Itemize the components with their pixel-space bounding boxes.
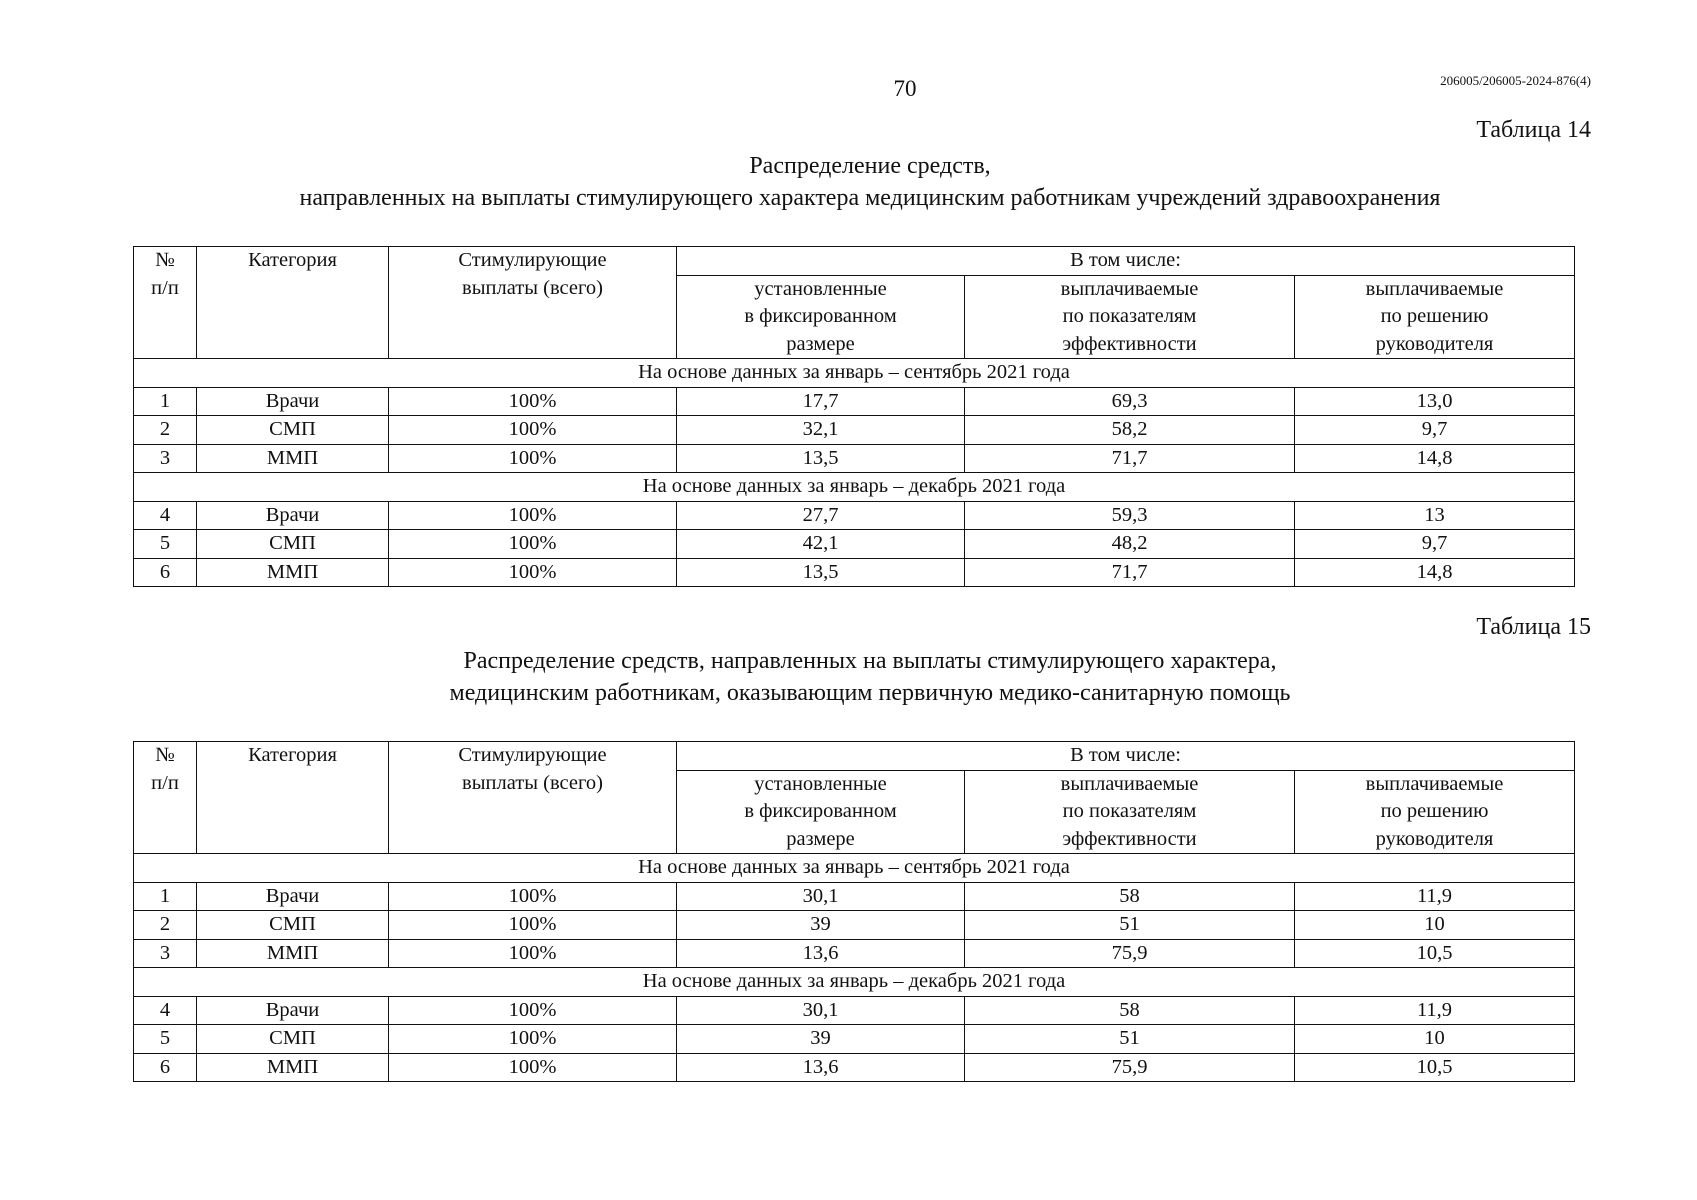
table-title-line: медицинским работникам, оказывающим первичную медико-санитарную помощь: [449, 680, 1291, 706]
cell-fixed: 13,5: [677, 558, 965, 587]
header-group: В том числе:: [677, 742, 1575, 771]
cell-fixed: 13,6: [677, 939, 965, 968]
table-row: [134, 387, 1575, 416]
cell-num: 2: [134, 416, 197, 445]
data-table: [133, 741, 1575, 1082]
cell-fixed: 30,1: [677, 996, 965, 1025]
cell-fixed: 42,1: [677, 530, 965, 559]
table-title-line: Распределение средств, направленных на выплаты стимулирующего характера,: [463, 648, 1277, 674]
cell-fixed: 39: [677, 1025, 965, 1054]
cell-total: 100%: [389, 444, 677, 473]
cell-category: Врачи: [197, 387, 389, 416]
table-row: [134, 444, 1575, 473]
cell-manager: 9,7: [1295, 530, 1575, 559]
cell-fixed: 13,6: [677, 1053, 965, 1082]
cell-num: 4: [134, 501, 197, 530]
table-title: [0, 150, 1697, 214]
header-performance: выплачиваемые по показателям эффективности: [965, 275, 1295, 359]
page-number: 70: [893, 76, 917, 101]
header-fixed: установленные в фиксированном размере: [677, 770, 965, 854]
data-table: [133, 246, 1575, 587]
table-caption: Таблица 14: [1476, 117, 1591, 143]
table-row: [134, 996, 1575, 1025]
table-row: [134, 1025, 1575, 1054]
table-title-line: направленных на выплаты стимулирующего характера медицинским работникам учреждений здравоохранения: [299, 185, 1441, 211]
cell-total: 100%: [389, 882, 677, 911]
table-header: [134, 247, 1575, 359]
cell-num: 5: [134, 530, 197, 559]
section-row: [134, 968, 1575, 997]
table-body: [134, 359, 1575, 587]
header-performance: выплачиваемые по показателям эффективности: [965, 770, 1295, 854]
cell-performance: 71,7: [965, 558, 1295, 587]
section-row: [134, 359, 1575, 388]
cell-num: 1: [134, 387, 197, 416]
cell-performance: 58: [965, 882, 1295, 911]
cell-num: 5: [134, 1025, 197, 1054]
cell-manager: 11,9: [1295, 996, 1575, 1025]
cell-fixed: 17,7: [677, 387, 965, 416]
cell-total: 100%: [389, 558, 677, 587]
cell-fixed: 32,1: [677, 416, 965, 445]
cell-total: 100%: [389, 387, 677, 416]
cell-performance: 59,3: [965, 501, 1295, 530]
cell-manager: 14,8: [1295, 444, 1575, 473]
cell-fixed: 30,1: [677, 882, 965, 911]
cell-category: СМП: [197, 416, 389, 445]
cell-fixed: 27,7: [677, 501, 965, 530]
document-code: 206005/206005-2024-876(4): [1440, 73, 1591, 88]
section-label: На основе данных за январь – декабрь 2021 года: [134, 968, 1575, 997]
cell-performance: 69,3: [965, 387, 1295, 416]
header-total: Стимулирующие выплаты (всего): [389, 742, 677, 854]
cell-category: ММП: [197, 558, 389, 587]
cell-num: 6: [134, 1053, 197, 1082]
cell-category: СМП: [197, 1025, 389, 1054]
cell-category: СМП: [197, 911, 389, 940]
cell-performance: 48,2: [965, 530, 1295, 559]
cell-performance: 71,7: [965, 444, 1295, 473]
cell-manager: 10,5: [1295, 1053, 1575, 1082]
header-group: В том числе:: [677, 247, 1575, 276]
cell-performance: 51: [965, 1025, 1295, 1054]
header-manager: выплачиваемые по решению руководителя: [1295, 770, 1575, 854]
cell-manager: 10: [1295, 1025, 1575, 1054]
cell-num: 2: [134, 911, 197, 940]
cell-category: Врачи: [197, 996, 389, 1025]
cell-manager: 13: [1295, 501, 1575, 530]
section-label: На основе данных за январь – декабрь 2021 года: [134, 473, 1575, 502]
cell-performance: 58: [965, 996, 1295, 1025]
section-label: На основе данных за январь – сентябрь 2021 года: [134, 359, 1575, 388]
cell-num: 3: [134, 939, 197, 968]
cell-total: 100%: [389, 939, 677, 968]
cell-total: 100%: [389, 530, 677, 559]
header-num: № п/п: [134, 247, 197, 359]
cell-manager: 14,8: [1295, 558, 1575, 587]
table-row: [134, 1053, 1575, 1082]
table-title-line: Распределение средств,: [749, 153, 991, 179]
table-title: [0, 645, 1697, 709]
table-body: [134, 854, 1575, 1082]
table-header: [134, 742, 1575, 854]
cell-fixed: 39: [677, 911, 965, 940]
cell-manager: 10: [1295, 911, 1575, 940]
table-row: [134, 939, 1575, 968]
header-fixed: установленные в фиксированном размере: [677, 275, 965, 359]
table-row: [134, 501, 1575, 530]
cell-num: 6: [134, 558, 197, 587]
cell-manager: 11,9: [1295, 882, 1575, 911]
cell-category: ММП: [197, 1053, 389, 1082]
header-num: № п/п: [134, 742, 197, 854]
cell-performance: 58,2: [965, 416, 1295, 445]
header-category: Категория: [197, 742, 389, 854]
cell-num: 1: [134, 882, 197, 911]
table-caption: Таблица 15: [1476, 614, 1591, 640]
cell-category: Врачи: [197, 882, 389, 911]
cell-performance: 51: [965, 911, 1295, 940]
section-row: [134, 854, 1575, 883]
cell-total: 100%: [389, 996, 677, 1025]
section-label: На основе данных за январь – сентябрь 2021 года: [134, 854, 1575, 883]
cell-total: 100%: [389, 501, 677, 530]
cell-manager: 9,7: [1295, 416, 1575, 445]
section-row: [134, 473, 1575, 502]
header-category: Категория: [197, 247, 389, 359]
cell-total: 100%: [389, 1025, 677, 1054]
cell-total: 100%: [389, 1053, 677, 1082]
cell-num: 3: [134, 444, 197, 473]
cell-category: СМП: [197, 530, 389, 559]
cell-category: ММП: [197, 444, 389, 473]
table-row: [134, 882, 1575, 911]
cell-performance: 75,9: [965, 939, 1295, 968]
table-row: [134, 911, 1575, 940]
cell-performance: 75,9: [965, 1053, 1295, 1082]
cell-num: 4: [134, 996, 197, 1025]
cell-manager: 13,0: [1295, 387, 1575, 416]
cell-category: ММП: [197, 939, 389, 968]
table-row: [134, 530, 1575, 559]
cell-total: 100%: [389, 911, 677, 940]
header-manager: выплачиваемые по решению руководителя: [1295, 275, 1575, 359]
header-total: Стимулирующие выплаты (всего): [389, 247, 677, 359]
cell-total: 100%: [389, 416, 677, 445]
cell-category: Врачи: [197, 501, 389, 530]
cell-manager: 10,5: [1295, 939, 1575, 968]
cell-fixed: 13,5: [677, 444, 965, 473]
table-row: [134, 558, 1575, 587]
table-row: [134, 416, 1575, 445]
